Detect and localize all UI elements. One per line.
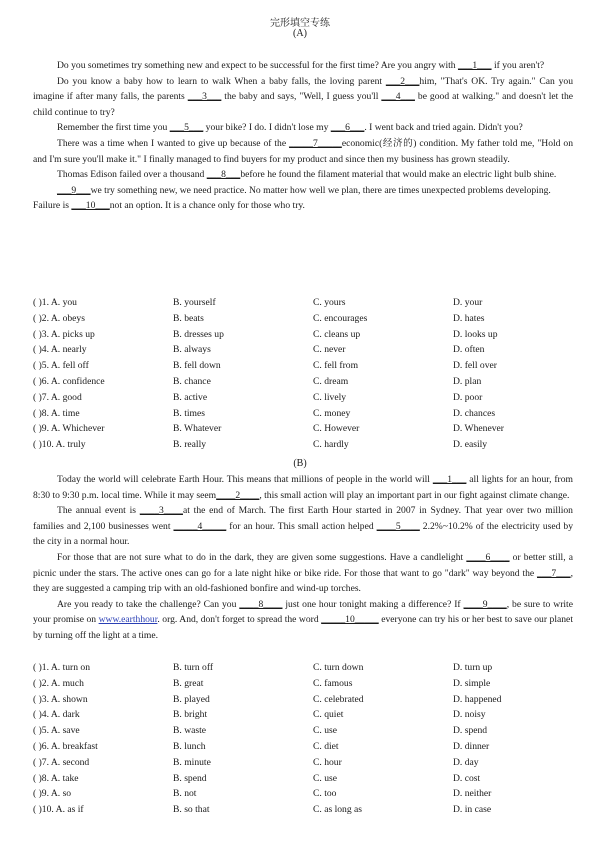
answer-slot[interactable]: ( )3. A. picks up — [33, 328, 95, 340]
answer-slot[interactable]: ( )2. A. much — [33, 677, 84, 689]
paragraph: Thomas Edison failed over a thousand ___8___before he found the filament material that would make an electric light bulb shine. — [57, 169, 557, 181]
option-row: ( )4. A. dark B. bright C. quiet D. noisy — [33, 709, 486, 721]
paragraph: For those that are not sure what to do in the dark, they are given some suggestions. Have a candlelight ____6____ or better still, a picnic under the stars. The active ones can go for a late night hike or bike ride. For those that want to go "dark" way beyond the ___7___, they are suggested a camping trip with an old-fashioned bonfire and wind-up torches. — [33, 551, 573, 595]
option-row: ( )4. A. nearly B. always C. never D. often — [33, 344, 485, 356]
option-row: ( )8. A. take B. spend C. use D. cost — [33, 772, 481, 784]
answer-slot[interactable]: ( )5. A. save — [33, 725, 80, 737]
option-row: ( )7. A. second B. minute C. hour D. day — [33, 756, 479, 768]
blank-5[interactable]: ____5____ — [376, 520, 420, 532]
blank-9[interactable]: ___9___ — [57, 184, 91, 196]
option-row: ( )9. A. Whichever B. Whatever C. However D. Whenever — [33, 423, 504, 435]
answer-slot[interactable]: ( )1. A. turn on — [33, 662, 91, 673]
option-row: ( )10. A. as if B. so that C. as long as D. in case — [33, 804, 492, 816]
answer-slot[interactable]: ( )4. A. dark — [33, 709, 80, 721]
blank-8[interactable]: ____8____ — [239, 598, 283, 610]
paragraph: Do you sometimes try something new and expect to be successful for the first time? Are you angry with ___1___ if you aren't? — [57, 60, 545, 71]
blank-1[interactable]: ___1___ — [432, 474, 467, 485]
blank-6[interactable]: ___6___ — [330, 122, 365, 134]
option-row: ( )10. A. truly B. really C. hardly D. easily — [33, 439, 488, 451]
option-row: ( )6. A. confidence B. chance C. dream D. plan — [33, 375, 482, 387]
blank-2[interactable]: ____2____ — [216, 489, 260, 501]
blank-6[interactable]: ____6____ — [466, 551, 510, 563]
blank-1[interactable]: ___1___ — [457, 60, 492, 71]
section-b-label: (B) — [293, 458, 307, 469]
answer-slot[interactable]: ( )9. A. Whichever — [33, 423, 105, 435]
answer-slot[interactable]: ( )1. A. you — [33, 297, 77, 308]
blank-7[interactable]: _____7_____ — [289, 137, 342, 149]
paragraph: ___9___we try something new, we need practice. No matter how well we plan, there are times unexpected problems developing. — [57, 184, 551, 196]
blank-7[interactable]: ___7___ — [537, 567, 571, 579]
paragraph: There was a time when I wanted to give up because of the _____7_____economic(经济的) condition. My father told me, "Hold on and I'm sure you'll make it." I finally managed to find buyers for my product and since then my business has grown steadily. — [33, 137, 574, 165]
option-row: ( )6. A. breakfast B. lunch C. diet D. dinner — [33, 740, 490, 752]
option-row: ( )3. A. shown B. played C. celebrated D. happened — [33, 693, 502, 705]
paragraph: Today the world will celebrate Earth Hour. This means that millions of people in the world will ___1___ all lights for an hour, from 8:30 to 9:30 p.m. local time. While it may seem____2____, this small action will play an important part in our fight against climate change. — [33, 474, 573, 501]
blank-9[interactable]: ____9____ — [463, 598, 507, 610]
blank-8[interactable]: ___8___ — [206, 169, 241, 181]
blank-10[interactable]: _____10_____ — [321, 614, 379, 626]
blank-5[interactable]: ___5___ — [169, 122, 204, 134]
option-row: ( )5. A. save B. waste C. use D. spend — [33, 725, 488, 737]
section-a-passage — [33, 58, 573, 214]
blank-4[interactable]: ___4___ — [381, 91, 415, 103]
paragraph: Remember the first time you ___5___ your bike? I do. I didn't lose my ___6___. I went back and tried again. Didn't you? — [57, 122, 523, 134]
answer-slot[interactable]: ( )4. A. nearly — [33, 344, 87, 356]
answer-slot[interactable]: ( )8. A. take — [33, 772, 79, 784]
answer-slot[interactable]: ( )10. A. truly — [33, 439, 86, 451]
option-row: ( )2. A. obeys B. beats C. encourages D. hates — [33, 312, 485, 324]
answer-slot[interactable]: ( )9. A. so — [33, 788, 72, 800]
option-row: ( )1. A. you B. yourself C. yours D. your — [33, 297, 483, 308]
section-b-options — [33, 662, 578, 820]
page-title: 完形填空专练 — [270, 18, 330, 29]
section-a-options — [33, 297, 578, 455]
paragraph: Do you know a baby how to learn to walk When a baby falls, the loving parent ___2___him, "That's OK. Try again." Can you imagine if after many falls, the parents ___3___ the baby and says, "Well, I guess you'll ___4___ be good at walking." and doesn't let the child continue to try? — [33, 75, 574, 118]
blank-3[interactable]: ____3____ — [139, 505, 183, 517]
answer-slot[interactable]: ( )10. A. as if — [33, 804, 84, 816]
paragraph: Are you ready to take the challenge? Can you ____8____ just one hour tonight making a difference? If ____9____, be sure to write your promise on www.earthhour. org. And, don't forget to spread the word _____10_____ everyone can try his or her best to save our planet by turning off the light at a time. — [33, 598, 573, 641]
option-row: ( )3. A. picks up B. dresses up C. cleans up D. looks up — [33, 328, 498, 340]
answer-slot[interactable]: ( )6. A. confidence — [33, 375, 105, 387]
answer-slot[interactable]: ( )6. A. breakfast — [33, 740, 98, 752]
option-row: ( )9. A. so B. not C. too D. neither — [33, 788, 492, 800]
answer-slot[interactable]: ( )8. A. time — [33, 407, 80, 419]
section-a-label: (A) — [293, 28, 307, 39]
answer-slot[interactable]: ( )7. A. good — [33, 391, 82, 403]
paragraph: Failure is ___10___not an option. It is a chance only for those who try. — [33, 200, 305, 212]
section-b-passage — [33, 472, 573, 644]
answer-slot[interactable]: ( )5. A. fell off — [33, 360, 89, 372]
option-row: ( )7. A. good B. active C. lively D. poor — [33, 391, 483, 403]
blank-3[interactable]: ___3___ — [187, 91, 222, 103]
answer-slot[interactable]: ( )7. A. second — [33, 756, 90, 768]
option-row: ( )2. A. much B. great C. famous D. simple — [33, 677, 491, 689]
earthhour-link[interactable]: www.earthhour — [98, 614, 158, 626]
blank-2[interactable]: ___2___ — [385, 75, 420, 87]
option-row: ( )5. A. fell off B. fell down C. fell from D. fell over — [33, 360, 497, 372]
answer-slot[interactable]: ( )3. A. shown — [33, 693, 88, 705]
option-row: ( )1. A. turn on B. turn off C. turn down D. turn up — [33, 662, 493, 673]
blank-4[interactable]: _____4_____ — [173, 520, 227, 532]
paragraph: The annual event is ____3____at the end of March. The first Earth Hour started in 2007 in Sydney. That year over two million families and 2,100 businesses went _____4_____ for an hour. This small action helped ____5____ 2.2%~10.2% of the electricity used by the city in a normal hour. — [33, 505, 573, 548]
blank-10[interactable]: ___10___ — [71, 200, 110, 212]
option-row: ( )8. A. time B. times C. money D. chances — [33, 407, 496, 419]
answer-slot[interactable]: ( )2. A. obeys — [33, 312, 85, 324]
